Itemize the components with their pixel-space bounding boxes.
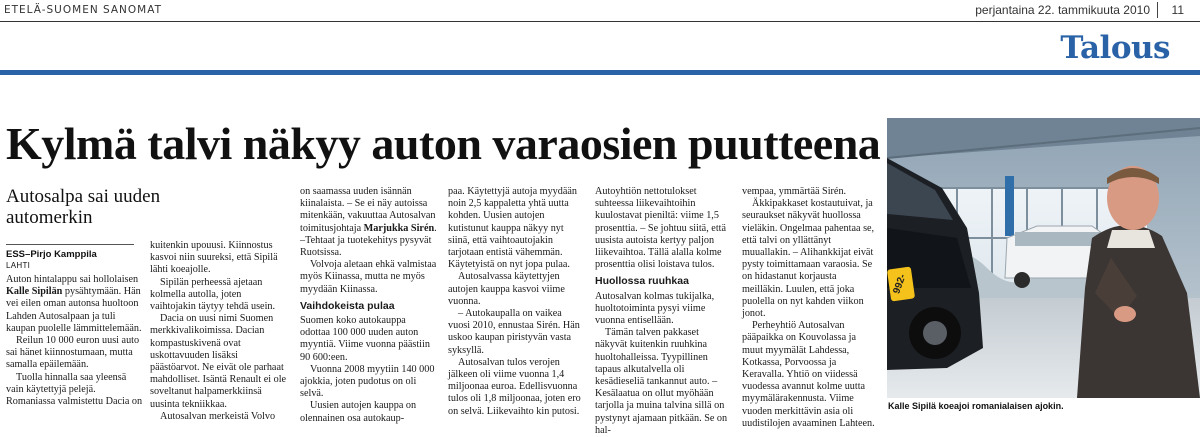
- paragraph: [448, 357, 586, 418]
- paragraph: [300, 315, 438, 364]
- text-run: Autosalvan tulos verojen jälkeen oli viime vuonna 1,4 miljoonaa euroa. Edellisvuonna tulos oli 1,8 miljoonaa, joten ero on selvä. Liikevaihto kin putosi.: [448, 356, 581, 417]
- headline: Kylmä talvi näkyy auton varaosien puutteena: [6, 118, 881, 169]
- page-number: 11: [1171, 3, 1184, 17]
- text-run: Sipilän perheessä ajetaan kolmella autolla, joten vaihtojakin täytyy tehdä usein.: [150, 276, 276, 313]
- paragraph: [595, 186, 733, 271]
- crosshead: Vaihdokeista pulaa: [300, 299, 395, 312]
- person-name: Kalle Sipilän: [6, 286, 63, 298]
- text-run: . –Tehtaat ja tuotekehitys pysyvät Ruotsissa.: [300, 222, 437, 259]
- section-title: Talous: [1060, 30, 1170, 66]
- text-run: pysähtymään. Hän vei eilen oman autonsa huoltoon Lahden Autosalpaan ja tuli kaupan puolelle lämmittelemään.: [6, 286, 142, 334]
- paragraph: [150, 277, 289, 314]
- crosshead: Huollossa ruuhkaa: [595, 275, 689, 288]
- article-column-3: [300, 186, 438, 425]
- person-name: Marjukka Sirén: [363, 222, 435, 234]
- article-photo: [887, 118, 1200, 398]
- article-column-2: [150, 240, 289, 423]
- text-run: kuitenkin upouusi. Kiinnostus kasvoi niin suureksi, että Sipilä lähti koeajolle.: [150, 240, 278, 276]
- article-column-5: [595, 186, 733, 437]
- price-sticker-text: 992-: [891, 272, 909, 296]
- photo-caption: Kalle Sipilä koeajoi romanialaisen ajokin.: [888, 401, 1064, 411]
- paragraph: [742, 198, 877, 320]
- text-run: Volvoja aletaan ehkä valmistaa myös Kiinassa, mutta ne myös myydään Kiinassa.: [300, 259, 437, 295]
- text-run: Tämän talven pakkaset näkyvät kuitenkin ruuhkina huoltohalleissa. Tyypillinen tapaus alkutalvella oli kesädieseliä tankannut auto. – Kesälaatua on ollut myöhään tarjolla ja muina talvina sillä on pystynyt ajamaan pitkään. Se on hal-: [595, 327, 728, 436]
- text-run: Auton hintalappu sai hollolaisen: [6, 274, 139, 285]
- masthead: [0, 0, 1200, 22]
- paragraph: [300, 259, 438, 296]
- paragraph: [742, 186, 877, 198]
- byline: ESS–Pirjo Kamppila: [6, 249, 97, 260]
- text-run: paa. Käytettyjä autoja myydään noin 2,5 kappaletta yhtä uutta kohden. Uusien autojen kutistunut kauppa näkyy nyt siinä, että vaihtoautojakin tarjotaan entistä vähemmän. Käytetyistä on nyt jopa pulaa.: [448, 186, 577, 271]
- article-column-6: [742, 186, 877, 430]
- byline-author: Pirjo Kamppila: [30, 249, 97, 260]
- text-run: Tuolla hinnalla saa yleensä vain käytettyjä pelejä. Romaniassa valmistettu Dacia on: [6, 371, 143, 408]
- paragraph: [6, 372, 143, 409]
- article-column-1: [6, 274, 143, 408]
- article-column-4: [448, 186, 586, 418]
- newspaper-name: ETELÄ-SUOMEN SANOMAT: [4, 4, 163, 16]
- text-run: Autoyhtiön nettotulokset suhteessa liikevaihtoihin kuulostavat pieniltä: viime 1,5 prosenttia. – Se johtuu siitä, että uusista autoista kertyy paljon liikevaihtoa. Tällä alalla kolme prosenttia olisi loistava tulos.: [595, 186, 726, 271]
- paragraph: [150, 313, 289, 411]
- text-run: Äkkipakkaset kostautuivat, ja seuraukset näkyvät huollossa vieläkin. Ongelmaa pahentaa se, että talvi on yllättänyt muuallakin. – Alihankkijat eivät pysty toimittamaan varaosia. Se on hidastanut korjausta meilläkin. Luulen, että joka puolella on nyt kahden viikon jonot.: [742, 198, 875, 320]
- text-run: Autosalvassa käytettyjen autojen kauppa kasvoi viime vuonna.: [448, 271, 565, 307]
- paragraph: [300, 364, 438, 401]
- section-rule: [0, 70, 1200, 75]
- byline-agency: ESS: [6, 249, 26, 260]
- issue-date: perjantaina 22. tammikuuta 2010: [975, 3, 1150, 17]
- showroom-photo: [887, 118, 1200, 398]
- paragraph: [300, 400, 438, 424]
- paragraph: [742, 320, 877, 430]
- text-run: Dacia on uusi nimi Suomen merkkivalikoimissa. Dacian kompastuskivenä ovat uskottavuuden lisäksi päästöarvot. Ne eivät ole parhaat mahdolliset. Isäntä Renault ei ole soveltanut halpamerkkiinsä uusinta tekniikkaa.: [150, 313, 287, 410]
- text-run: Autosalvan merkeistä Volvo: [160, 410, 276, 422]
- paragraph: [150, 240, 289, 277]
- text-run: Autosalvan kolmas tukijalka, huoltotoiminta pysyi viime vuonna entisellään.: [595, 290, 715, 327]
- text-run: Perheyhtiö Autosalvan pääpaikka on Kouvolassa ja muut myymälät Lahdessa, Kotkassa, Porvoossa ja Keravalla. Yhtiö on viidessä vuodessa avannut kolme uutta myymälärakennusta. Viime vuoden merkittävin asia oli uudistilojen avaaminen Lahteen.: [742, 320, 875, 429]
- paragraph: [448, 186, 586, 271]
- paragraph: [448, 271, 586, 308]
- paragraph: [448, 308, 586, 357]
- dateline-location: LAHTI: [6, 261, 31, 270]
- paragraph: [6, 335, 143, 372]
- paragraph: [595, 291, 733, 328]
- byline-rule: [6, 244, 134, 245]
- paragraph: [150, 411, 289, 423]
- paragraph: [6, 274, 143, 335]
- text-run: vempaa, ymmärtää Sirén.: [742, 186, 847, 197]
- paragraph: [595, 327, 733, 437]
- text-run: on saamassa uuden isännän kiinalaista. – Se ei näy autoissa mitenkään, vakuuttaa Autosalvan toimitusjohtaja: [300, 186, 436, 234]
- text-run: Suomen koko autokauppa odottaa 100 000 uuden auton myyntiä. Viime vuonna päästiin 90 600:een.: [300, 315, 430, 363]
- text-run: Uusien autojen kauppa on olennainen osa autokaup-: [300, 400, 417, 424]
- divider: [1157, 2, 1158, 18]
- text-run: Vuonna 2008 myytiin 140 000 ajokkia, joten pudotus on oli selvä.: [300, 363, 435, 400]
- text-run: – Autokaupalla on vaikea vuosi 2010, ennustaa Sirén. Hän uskoo kaupan piristyvän vasta syksyllä.: [448, 308, 580, 356]
- text-run: Reilun 10 000 euron uusi auto sai hänet kiinnostumaan, mutta samalla epäilemään.: [6, 335, 140, 371]
- subheading: Autosalpa sai uuden automerkin: [6, 186, 161, 228]
- paragraph: [300, 186, 438, 259]
